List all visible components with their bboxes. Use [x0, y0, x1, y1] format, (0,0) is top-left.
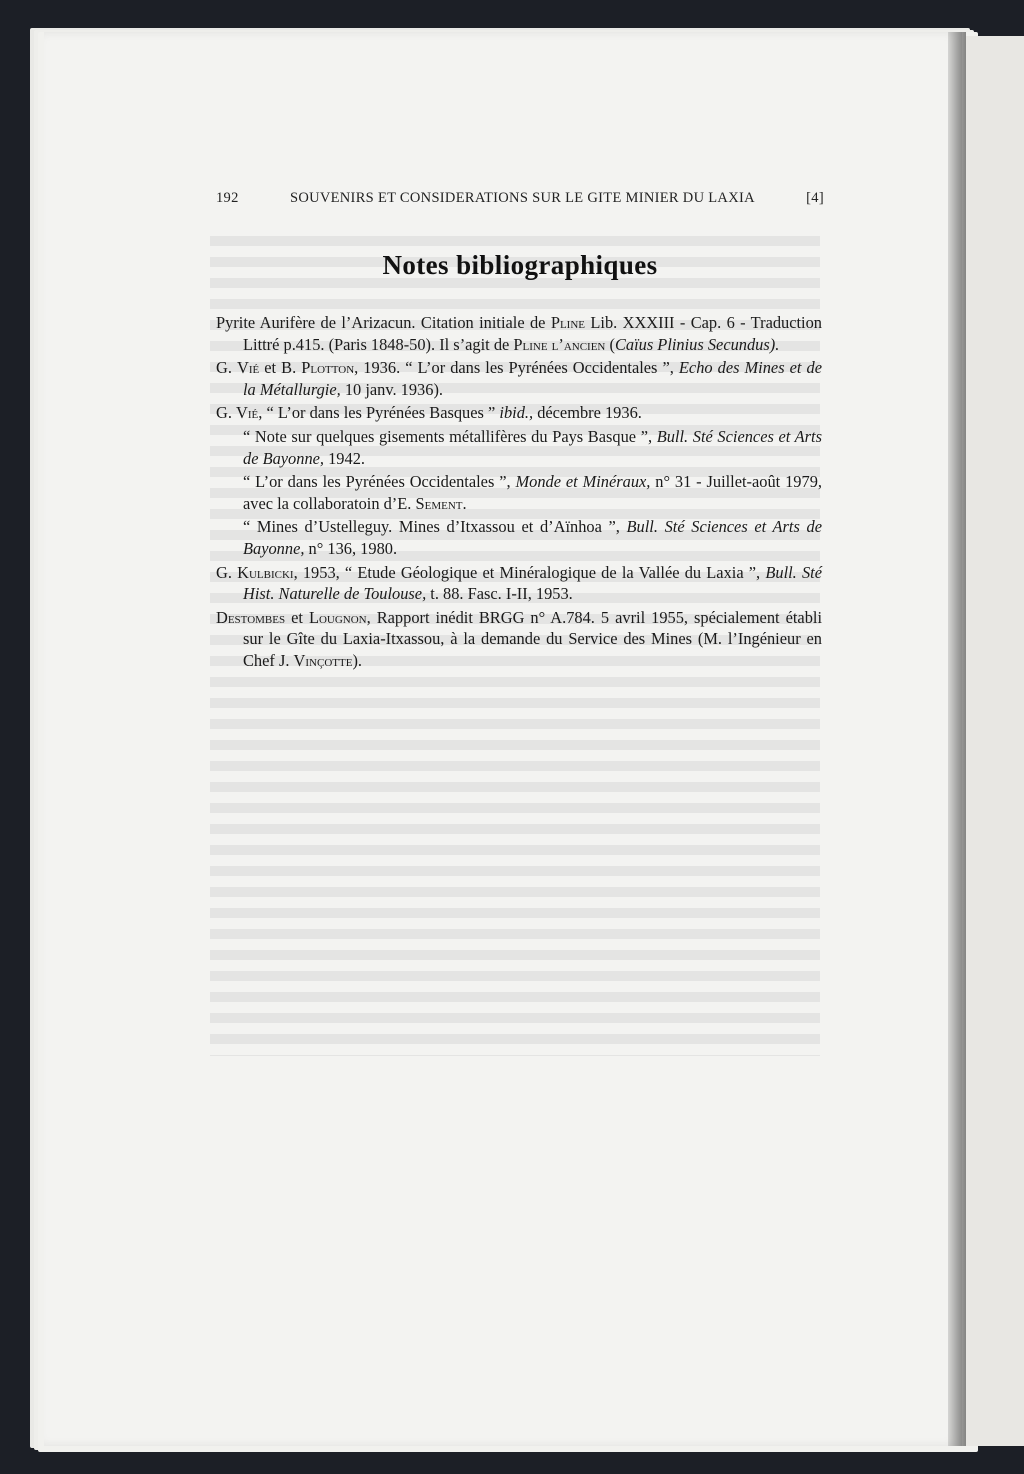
bibliography-entry: Pyrite Aurifère de l’Arizacun. Citation initiale de Pline Lib. XXXIII - Cap. 6 - Traduction Littré p.415. (Paris 1848-50). Il s’agit de Pline l’ancien (Caïus Plinius Secundus). — [216, 313, 823, 354]
bibliography-entry: “ Note sur quelques gisements métallifères du Pays Basque ”, Bull. Sté Sciences et Arts de Bayonne, 1942. — [243, 426, 822, 468]
spine-shadow — [948, 32, 966, 1446]
bibliography-entry: G. Kulbicki, 1953, “ Etude Géologique et Minéralogique de la Vallée du Laxia ”, Bull. Sté Hist. Naturelle de Toulouse, t. 88. Fasc. I-II, 1953. — [216, 562, 822, 604]
bibliography-entry: G. Vié, “ L’or dans les Pyrénées Basques ” ibid., décembre 1936. — [216, 403, 642, 423]
bibliography-entry: G. Vié et B. Plotton, 1936. “ L’or dans les Pyrénées Occidentales ”, Echo des Mines et de la Métallurgie, 10 janv. 1936). — [216, 358, 822, 399]
bibliography-entry: “ L’or dans les Pyrénées Occidentales ”, Monde et Minéraux, n° 31 - Juillet-août 1979, avec la collaboratoin d’E. Sement. — [243, 472, 822, 513]
page-number: 192 — [216, 190, 239, 206]
bibliography-list — [216, 312, 822, 674]
running-header — [216, 190, 824, 207]
section-number: [4] — [806, 190, 824, 206]
facing-page-edge — [966, 36, 1024, 1446]
section-heading: Notes bibliographiques — [382, 250, 658, 280]
bibliography-entry: “ Mines d’Ustelleguy. Mines d’Itxassou et d’Aïnhoa ”, Bull. Sté Sciences et Arts de Bayonne, n° 136, 1980. — [243, 517, 822, 558]
bibliography-entry: Destombes et Lougnon, Rapport inédit BRGG n° A.784. 5 avril 1955, spécialement établi sur le Gîte du Laxia-Itxassou, à la demande du Service des Mines (M. l’Ingénieur en Chef J. Vinçotte). — [216, 607, 822, 670]
running-title: SOUVENIRS ET CONSIDERATIONS SUR LE GITE MINIER DU LAXIA — [289, 190, 755, 206]
